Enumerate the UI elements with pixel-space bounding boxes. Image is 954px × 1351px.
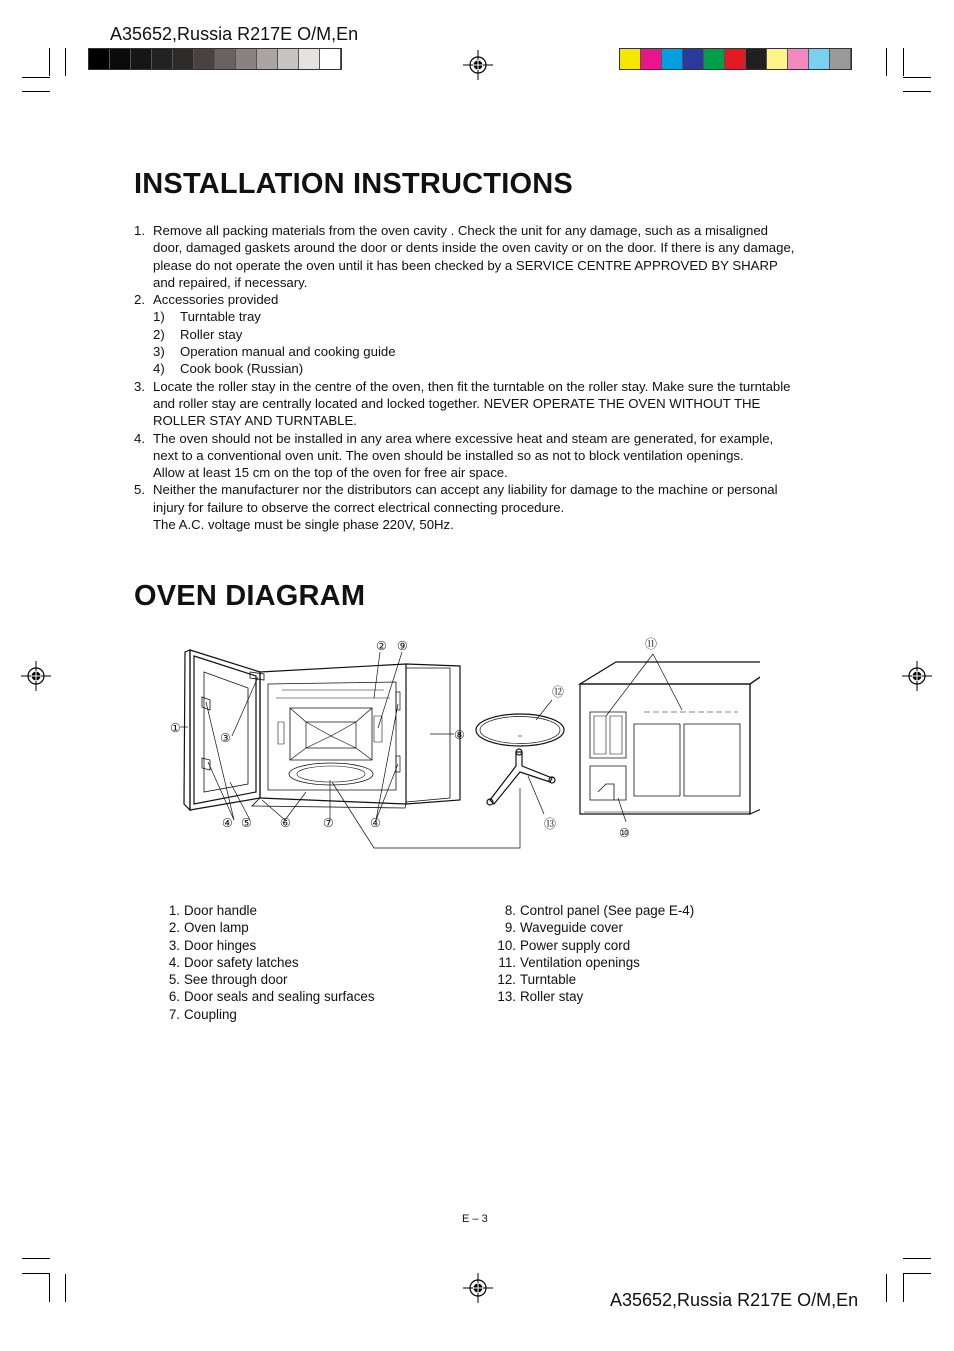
crop-mark [65,48,66,76]
color-swatch [830,49,851,69]
footer-doc-code: A35652,Russia R217E O/M,En [610,1290,859,1310]
oven-body [252,664,460,808]
callout-number: ⑩ [619,826,630,840]
gray-swatch [278,49,299,69]
installation-title: INSTALLATION INSTRUCTIONS [134,168,573,200]
crop-mark [22,1273,50,1274]
color-bar [619,48,852,70]
color-swatch [788,49,809,69]
legend-item: 11. Ventilation openings [498,954,640,970]
instruction-number: 2. [134,292,145,308]
legend-item: 8. Control panel (See page E-4) [504,903,695,918]
oven-diagram [160,632,760,854]
registration-mark-bottom [463,1273,493,1303]
callout-number: ④ [370,816,381,830]
page-number: E – 3 [462,1213,488,1225]
color-swatch [704,49,725,69]
crop-mark [22,91,50,92]
legend-item: 4. Door safety latches [168,954,299,970]
callout-number: ⑧ [454,728,465,742]
crop-mark [22,77,50,78]
crop-mark [903,48,904,76]
gray-swatch [194,49,215,69]
callout-number: ④ [222,816,233,830]
gray-swatch [152,49,173,69]
legend-item: 12. Turntable [497,972,577,988]
crop-mark [49,48,50,76]
legend-item: 9. Waveguide cover [504,920,623,936]
instruction-text: Locate the roller stay in the centre of the oven, then fit the turntable on the roller stay. Make sure the turntable and roller stay are centrally located and locked together. NEVER OPERATE THE OVEN WITHOUT THE ROLLER STAY AND TURNTABLE. [153,378,791,429]
gray-swatch [257,49,278,69]
crop-mark [903,1258,931,1259]
legend-item: 13. Roller stay [497,989,584,1005]
instruction-item [134,222,822,291]
callout-number: ⑨ [397,639,408,653]
color-swatch [767,49,788,69]
oven-door [184,650,264,810]
registration-mark-right [902,661,932,691]
turntable [476,714,564,746]
gray-swatch [236,49,257,69]
crop-mark [22,1258,50,1259]
color-swatch [662,49,683,69]
gray-swatch [131,49,152,69]
callout-number: ② [376,639,387,653]
instruction-number: 1. [134,223,145,238]
registration-mark-top [463,50,493,80]
gray-swatch [110,49,131,69]
installation-list [134,222,822,533]
instruction-text: Neither the manufacturer nor the distributors can accept any liability for damage to the machine or personal injury for failure to observe the correct electrical connecting procedure. The A.C. voltage must be single phase 220V, 50Hz. [153,482,778,533]
legend-item: 5. See through door [168,972,288,988]
gray-swatch [299,49,320,69]
callout-number: ⑦ [323,816,334,830]
oven-diagram-title: OVEN DIAGRAM [134,580,366,612]
crop-mark [886,1274,887,1302]
color-swatch [620,49,641,69]
color-swatch [809,49,830,69]
header-doc-code: A35652,Russia R217E O/M,En [110,24,359,44]
color-swatch [725,49,746,69]
accessory-item: 1) Turntable tray [153,309,261,325]
callout-number: ⑤ [241,816,252,830]
legend-item: 1. Door handle [168,903,257,918]
legend-item: 7. Coupling [168,1006,237,1022]
accessory-item: 3) Operation manual and cooking guide [153,344,396,360]
gray-swatch [320,49,341,69]
legend-item: 6. Door seals and sealing surfaces [168,989,375,1005]
gray-swatch [89,49,110,69]
instruction-text: Accessories provided [153,292,279,308]
callout-number: ⑬ [544,817,557,831]
crop-mark [903,91,931,92]
callout-number: ① [170,721,181,735]
instruction-number: 4. [134,430,145,446]
instruction-number: 5. [134,482,145,498]
crop-mark [65,1274,66,1302]
crop-mark [49,1274,50,1302]
accessory-item: 2) Roller stay [153,326,243,342]
legend-right [494,902,694,1006]
callout-number: ③ [220,731,231,745]
roller-stay [487,749,555,805]
instruction-text: The oven should not be installed in any area where excessive heat and steam are generated, for example, next to a conventional oven unit. The oven should be installed so as not to block ventilation openings. Allow at least 15 cm on the top of the oven for free air space. [153,430,774,481]
gray-swatch [215,49,236,69]
callout-leaders [180,652,682,848]
gray-swatch [173,49,194,69]
callout-number: ⑪ [645,637,658,651]
instruction-item [134,378,822,430]
registration-mark-left [21,661,51,691]
legend-item: 10. Power supply cord [497,937,631,953]
legend-left [158,902,375,1023]
instruction-item [134,430,822,482]
instruction-item [134,481,822,533]
crop-mark [903,1273,931,1274]
crop-mark [903,77,931,78]
oven-rear [580,662,760,814]
crop-mark [886,48,887,76]
instruction-text: Remove all packing materials from the oven cavity . Check the unit for any damage, such as a misaligned door, damaged gaskets around the door or dents inside the oven cavity or on the door. If there is any damage, please do not operate the oven until it has been checked by a SERVICE CENTRE APPROVED BY SHARP and repaired, if necessary. [153,223,795,290]
color-swatch [746,49,767,69]
grayscale-bar [88,48,342,70]
callout-number: ⑥ [280,816,291,830]
color-swatch [641,49,662,69]
legend-item: 2. Oven lamp [168,920,249,936]
callout-number: ⑫ [552,685,565,699]
legend-item: 3. Door hinges [168,937,257,953]
crop-mark [903,1274,904,1302]
instruction-number: 3. [134,378,145,394]
accessory-item: 4) Cook book (Russian) [153,361,304,377]
color-swatch [683,49,704,69]
instruction-item [134,291,822,308]
